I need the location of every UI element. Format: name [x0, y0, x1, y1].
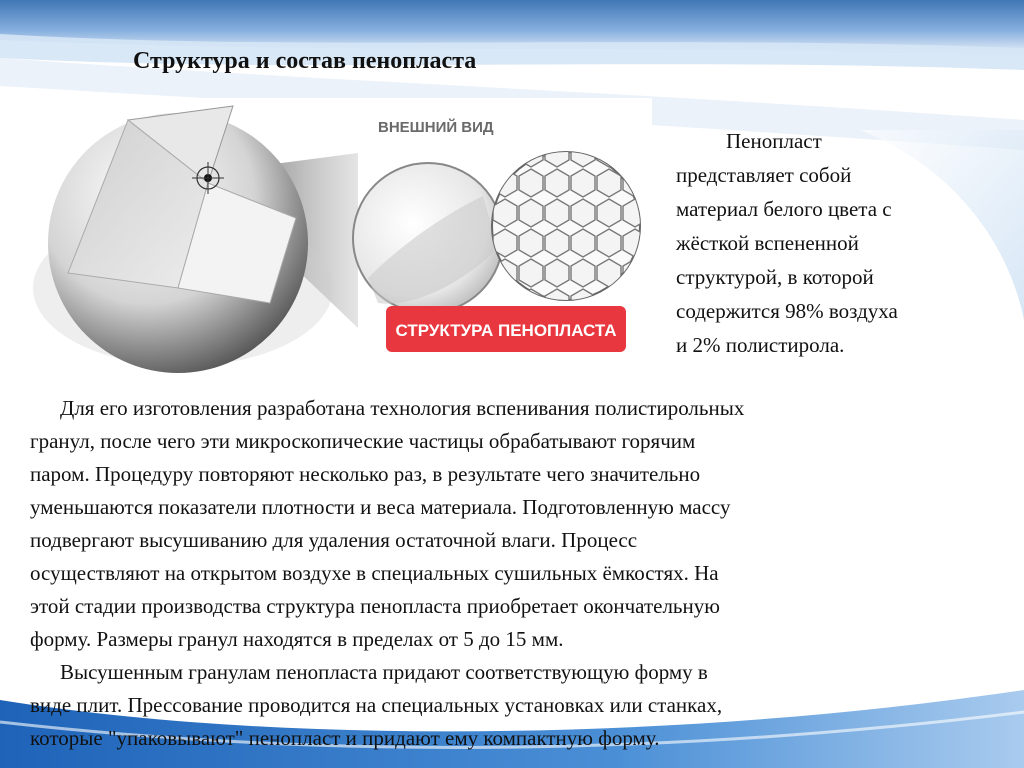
body-line: Для его изготовления разработана технология вспенивания полистирольных — [60, 396, 745, 420]
body-line: этой стадии производства структура пенопласта приобретает окончательную — [30, 594, 720, 618]
slide-title: Структура и состав пенопласта — [133, 48, 477, 74]
foam-ball — [33, 106, 333, 373]
body-line: виде плит. Прессование проводится на специальных установках или станках, — [30, 693, 723, 717]
side-line: содержится 98% воздуха — [676, 299, 898, 323]
magnified-surface — [353, 163, 503, 313]
side-line: материал белого цвета с — [676, 197, 892, 221]
body-line: осуществляют на открытом воздухе в специальных сушильных ёмкостях. На — [30, 561, 719, 585]
label-appearance: ВНЕШНИЙ ВИД — [378, 119, 494, 136]
body-line: подвергают высушиванию для удаления остаточной влаги. Процесс — [30, 528, 638, 552]
side-line: и 2% полистирола. — [676, 333, 845, 357]
side-line: Пенопласт — [726, 129, 822, 153]
side-paragraph — [676, 124, 996, 362]
body-line: уменьшаются показатели плотности и веса материала. Подготовленную массу — [30, 495, 731, 519]
cell-structure — [488, 148, 648, 308]
side-line: жёсткой вспененной — [676, 231, 859, 255]
body-line: которые "упаковывают" пенопласт и придают ему компактную форму. — [30, 726, 660, 750]
body-line: Высушенным гранулам пенопласта придают соответствующую форму в — [60, 660, 708, 684]
side-line: представляет собой — [676, 163, 852, 187]
side-line: структурой, в которой — [676, 265, 874, 289]
body-line: паром. Процедуру повторяют несколько раз, в результате чего значительно — [30, 462, 701, 486]
body-line: гранул, после чего эти микроскопические частицы обрабатывают горячим — [30, 429, 696, 453]
body-line: форму. Размеры гранул находятся в пределах от 5 до 15 мм. — [30, 627, 564, 651]
foam-structure-illustration — [28, 98, 652, 374]
body-text — [30, 392, 990, 755]
label-structure: СТРУКТУРА ПЕНОПЛАСТА — [395, 321, 617, 340]
